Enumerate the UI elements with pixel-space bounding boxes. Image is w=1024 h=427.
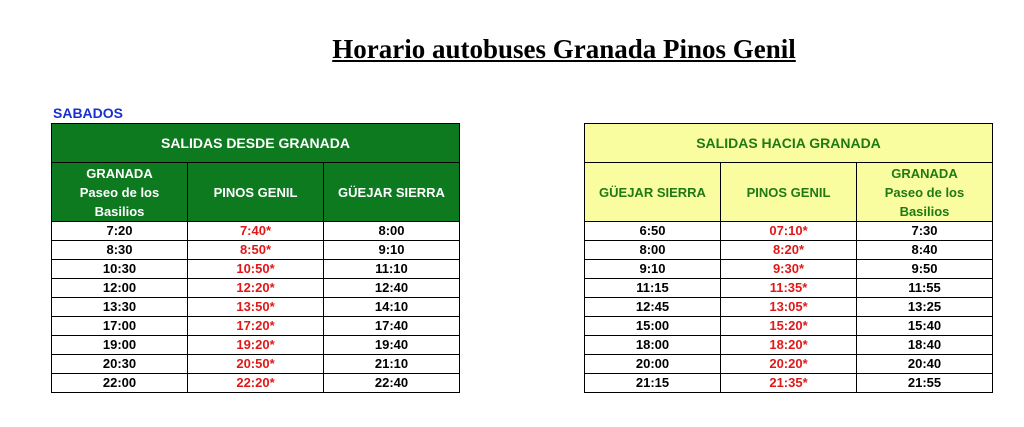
table-row: [52, 374, 460, 393]
time-cell: 7:30: [857, 222, 993, 241]
column-header-pinos-genil: PINOS GENIL: [721, 163, 857, 222]
table-row: [585, 355, 993, 374]
time-cell: 21:55: [857, 374, 993, 393]
pinos-genil-time-cell: 19:20*: [188, 336, 324, 355]
pinos-genil-time-cell: 15:20*: [721, 317, 857, 336]
table-body: [585, 222, 993, 393]
table-row: [585, 260, 993, 279]
column-header-line: GRANADA: [891, 165, 958, 181]
day-label: SABADOS: [53, 105, 124, 121]
time-cell: 11:15: [585, 279, 721, 298]
table-row: [52, 279, 460, 298]
column-header-line: Paseo de los: [884, 184, 965, 200]
pinos-genil-time-cell: 18:20*: [721, 336, 857, 355]
time-cell: 7:20: [52, 222, 188, 241]
column-header-granada: [52, 163, 188, 222]
table-row: [52, 260, 460, 279]
time-cell: 17:00: [52, 317, 188, 336]
table-row: [52, 355, 460, 374]
time-cell: 18:40: [857, 336, 993, 355]
column-header-guejar-sierra: GÜEJAR SIERRA: [324, 163, 460, 222]
schedule-table-to-granada: [584, 123, 993, 393]
time-cell: 6:50: [585, 222, 721, 241]
column-header-guejar-sierra: GÜEJAR SIERRA: [585, 163, 721, 222]
table-title-from-granada: SALIDAS DESDE GRANADA: [52, 124, 460, 163]
time-cell: 18:00: [585, 336, 721, 355]
time-cell: 11:10: [324, 260, 460, 279]
table-row: [52, 336, 460, 355]
time-cell: 14:10: [324, 298, 460, 317]
pinos-genil-time-cell: 07:10*: [721, 222, 857, 241]
column-header-pinos-genil: PINOS GENIL: [188, 163, 324, 222]
time-cell: 17:40: [324, 317, 460, 336]
column-header-line: Basilios: [899, 203, 950, 219]
pinos-genil-time-cell: 20:50*: [188, 355, 324, 374]
time-cell: 12:45: [585, 298, 721, 317]
time-cell: 9:50: [857, 260, 993, 279]
column-header-line: Paseo de los: [79, 184, 160, 200]
time-cell: 21:15: [585, 374, 721, 393]
time-cell: 21:10: [324, 355, 460, 374]
time-cell: 12:40: [324, 279, 460, 298]
time-cell: 10:30: [52, 260, 188, 279]
table-row: [585, 317, 993, 336]
time-cell: 20:00: [585, 355, 721, 374]
time-cell: 19:40: [324, 336, 460, 355]
time-cell: 15:40: [857, 317, 993, 336]
page-title: Horario autobuses Granada Pinos Genil: [332, 34, 796, 64]
time-cell: 13:30: [52, 298, 188, 317]
pinos-genil-time-cell: 7:40*: [188, 222, 324, 241]
table-row: [585, 222, 993, 241]
table-body: [52, 222, 460, 393]
pinos-genil-time-cell: 13:05*: [721, 298, 857, 317]
time-cell: 9:10: [324, 241, 460, 260]
time-cell: 19:00: [52, 336, 188, 355]
pinos-genil-time-cell: 8:20*: [721, 241, 857, 260]
table-row: [52, 298, 460, 317]
pinos-genil-time-cell: 22:20*: [188, 374, 324, 393]
pinos-genil-time-cell: 17:20*: [188, 317, 324, 336]
time-cell: 20:40: [857, 355, 993, 374]
pinos-genil-time-cell: 10:50*: [188, 260, 324, 279]
table-row: [52, 222, 460, 241]
time-cell: 8:40: [857, 241, 993, 260]
table-row: [585, 374, 993, 393]
pinos-genil-time-cell: 8:50*: [188, 241, 324, 260]
table-row: [585, 279, 993, 298]
time-cell: 9:10: [585, 260, 721, 279]
pinos-genil-time-cell: 13:50*: [188, 298, 324, 317]
pinos-genil-time-cell: 20:20*: [721, 355, 857, 374]
table-row: [585, 241, 993, 260]
time-cell: 8:00: [324, 222, 460, 241]
time-cell: 12:00: [52, 279, 188, 298]
time-cell: 8:30: [52, 241, 188, 260]
time-cell: 20:30: [52, 355, 188, 374]
time-cell: 15:00: [585, 317, 721, 336]
table-row: [52, 241, 460, 260]
column-header-granada: [857, 163, 993, 222]
column-header-line: Basilios: [94, 203, 145, 219]
table-row: [585, 298, 993, 317]
table-title-to-granada: SALIDAS HACIA GRANADA: [585, 124, 993, 163]
pinos-genil-time-cell: 11:35*: [721, 279, 857, 298]
pinos-genil-time-cell: 9:30*: [721, 260, 857, 279]
schedule-table-from-granada: [51, 123, 460, 393]
time-cell: 22:40: [324, 374, 460, 393]
pinos-genil-time-cell: 12:20*: [188, 279, 324, 298]
table-row: [585, 336, 993, 355]
table-row: [52, 317, 460, 336]
time-cell: 11:55: [857, 279, 993, 298]
column-header-line: GRANADA: [86, 165, 153, 181]
time-cell: 13:25: [857, 298, 993, 317]
time-cell: 22:00: [52, 374, 188, 393]
time-cell: 8:00: [585, 241, 721, 260]
pinos-genil-time-cell: 21:35*: [721, 374, 857, 393]
